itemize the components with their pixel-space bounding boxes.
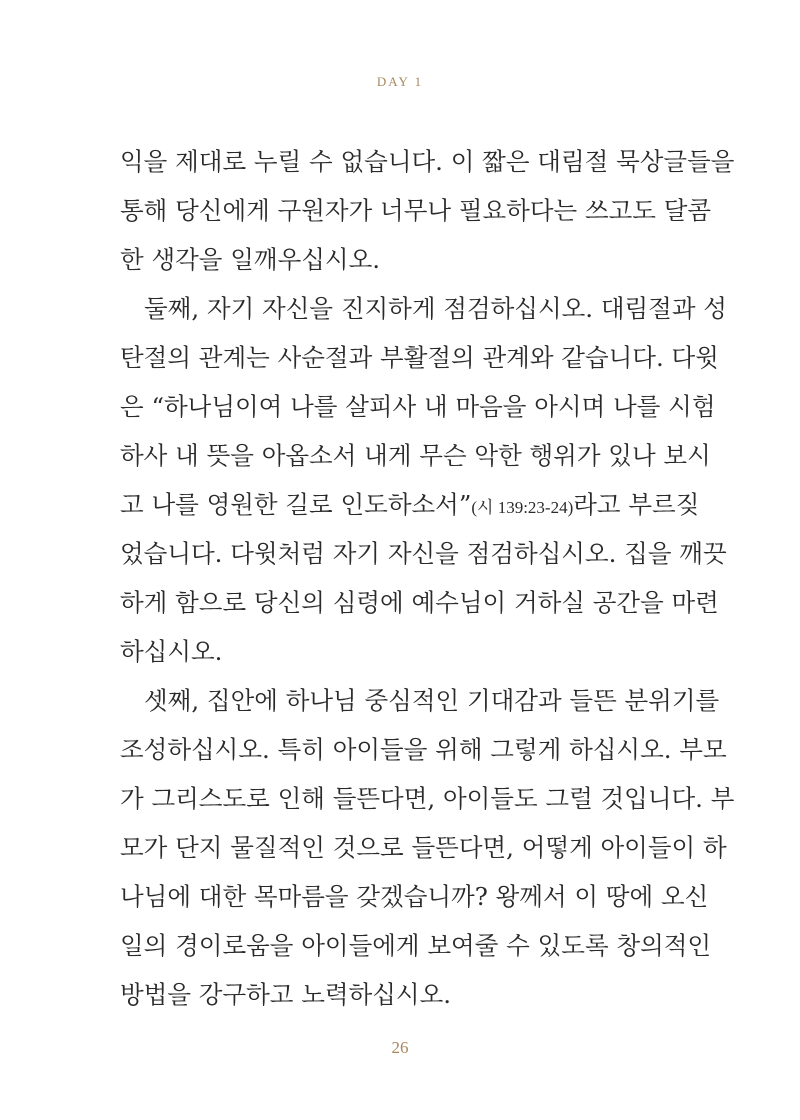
text-line: 조성하십시오. 특히 아이들을 위해 그렇게 하십시오. 부모 — [120, 735, 727, 764]
text-line: 한 생각을 일깨우십시오. — [120, 245, 381, 274]
text-line: 통해 당신에게 구원자가 너무나 필요하다는 쓰고도 달콤 — [120, 196, 712, 225]
text-line: 익을 제대로 누릴 수 없습니다. 이 짧은 대림절 묵상글들을 — [120, 147, 735, 176]
text-line: 탄절의 관계는 사순절과 부활절의 관계와 같습니다. 다윗 — [120, 343, 719, 372]
quote-end-text: 고 나를 영원한 길로 인도하소서” — [120, 490, 472, 519]
text-line-with-citation — [120, 480, 700, 529]
body-text — [120, 137, 735, 1019]
text-line: 모가 단지 물질적인 것으로 들뜬다면, 어떻게 아이들이 하 — [120, 833, 727, 862]
text-line — [120, 284, 727, 333]
paragraph-start: 셋째, 집안에 하나님 중심적인 기대감과 들뜬 분위기를 — [144, 686, 720, 715]
text-line: 하사 내 뜻을 아옵소서 내게 무슨 악한 행위가 있나 보시 — [120, 441, 711, 470]
text-line: 방법을 강구하고 노력하십시오. — [120, 980, 452, 1009]
text-line: 하게 함으로 당신의 심령에 예수님이 거하실 공간을 마련 — [120, 588, 719, 617]
paragraph-start: 둘째, 자기 자신을 진지하게 점검하십시오. 대림절과 성 — [144, 294, 727, 323]
text-line: 하십시오. — [120, 637, 223, 666]
scripture-citation: (시 139:23-24) — [471, 498, 574, 517]
text-line — [120, 676, 720, 725]
text-line: 일의 경이로움을 아이들에게 보여줄 수 있도록 창의적인 — [120, 931, 712, 960]
text-after-citation: 라고 부르짖 — [573, 490, 700, 519]
page-number: 26 — [391, 1038, 409, 1057]
text-line: 은 “하나님이여 나를 살피사 내 마음을 아시며 나를 시험 — [120, 392, 716, 421]
text-line: 가 그리스도로 인해 들뜬다면, 아이들도 그럴 것입니다. 부 — [120, 784, 735, 813]
text-line: 나님에 대한 목마름을 갖겠습니까? 왕께서 이 땅에 오신 — [120, 882, 709, 911]
text-line: 었습니다. 다윗처럼 자기 자신을 점검하십시오. 집을 깨끗 — [120, 539, 727, 568]
running-header: DAY 1 — [376, 74, 424, 89]
